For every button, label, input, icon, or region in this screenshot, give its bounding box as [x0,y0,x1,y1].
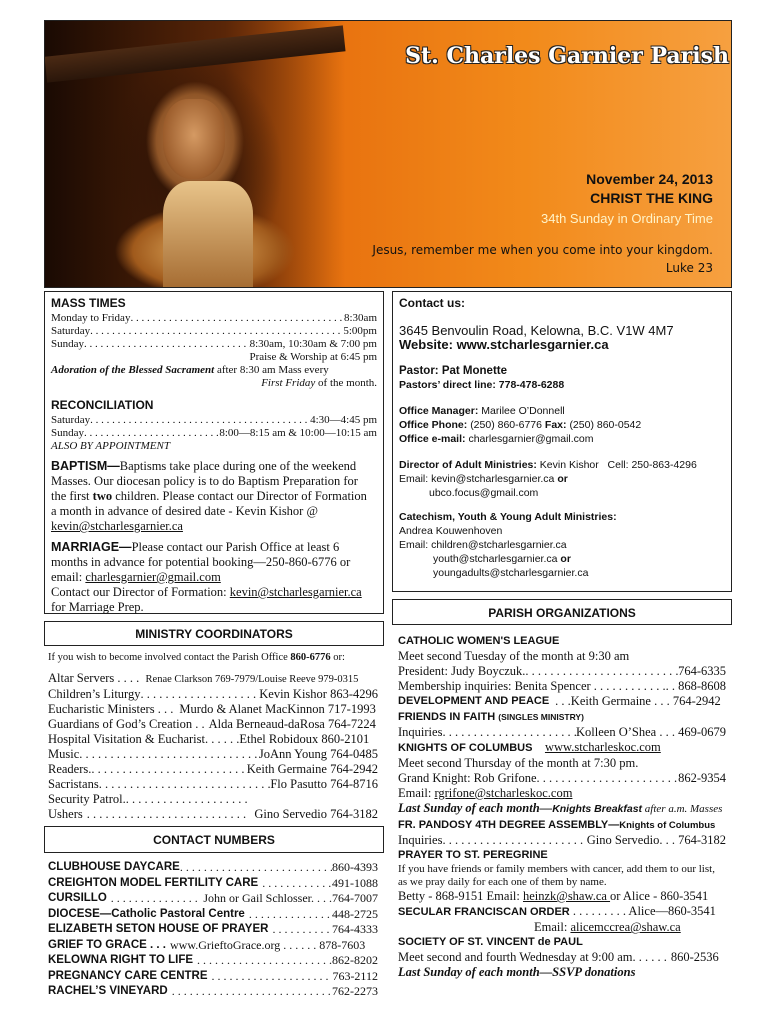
ff-row [398,725,726,740]
ministry-intro-text: or: [330,652,345,663]
marriage-heading: MARRIAGE— [51,540,132,554]
svdp-heading: SOCIETY OF ST. VINCENT de PAUL [398,936,583,948]
ministry-label: Music [48,747,80,761]
ministry-contact: Murdo & Alanet MacKinnon 717-1993 [179,702,376,716]
cross-beam [44,25,345,82]
marriage-email-link[interactable]: charlesgarnier@gmail.com [85,570,221,584]
recon-sunday-time: 8:00—8:15 am & 10:00—10:15 am [219,427,377,439]
koc-gk-row [398,771,726,786]
ministry-label: Children’s Liturgy [48,687,141,701]
baptism-text: a month in advance of desired date - Kevin Kishor @ [51,504,318,518]
koc-grand-knight-phone: 862-9354 [678,771,726,785]
contact-number-value: 862-8202 [332,953,378,967]
adoration-line [51,364,377,377]
ministry-contact: JoAnn Young 764-0485 [258,747,378,761]
contact-number-label: RACHEL’S VINEYARD [48,985,168,997]
cwl-membership: Membership inquiries: Benita Spencer . . . . . . . . . . . . [398,679,666,693]
fp-subheading: Knights of Columbus [619,820,716,831]
adoration-text: after 8:30 am Mass every [216,364,329,376]
mass-weekday-row [51,312,377,325]
contact-numbers-heading: CONTACT NUMBERS [44,826,384,853]
scripture-reference: Luke 23 [665,261,713,275]
first-friday-text: of the month. [318,377,377,389]
baptism-text: children. Please contact our Director of Formation [112,489,367,503]
ministry-intro-text: If you wish to become involved contact the Parish Office [48,652,291,663]
first-friday-line [51,377,377,390]
ministry-row [48,762,378,777]
contact-number-value: John or Gail Schlosser. . . .764-7007 [203,891,378,905]
ministry-row [48,702,378,717]
baptism-heading: BAPTISM— [51,459,120,473]
pastor-direct-line: Pastors’ direct line: 778-478-6288 [399,379,565,391]
cwl-membership-row [398,679,726,694]
ministry-row [48,687,378,702]
parish-organizations-heading: PARISH ORGANIZATIONS [392,599,732,625]
adult-email-line [399,472,725,486]
ministry-label: Readers. [48,762,92,776]
dp-row [398,694,726,709]
contact-number-value: 762-2273 [332,984,378,998]
koc-breakfast-label: Last Sunday of each month— [398,801,553,815]
mass-saturday-time: 5:00pm [343,325,377,337]
ministry-contact: Flo Pasutto 764-8716 [270,777,378,791]
office-email-label: Office e-mail: [399,433,466,445]
or-text: or [560,553,571,565]
praise-worship-time: Praise & Worship at 6:45 pm [249,351,377,363]
youth-email-line [399,552,725,566]
office-manager-name: Marilee O’Donnell [481,405,565,417]
dp-heading: DEVELOPMENT AND PEACE [398,695,550,707]
contact-number-label: CLUBHOUSE DAYCARE [48,861,180,873]
figure-face [163,99,225,179]
ministry-label: Guardians of God’s Creation . . [48,717,205,731]
catechism-name: Andrea Kouwenhoven [399,525,503,537]
contact-number-label: PREGNANCY CARE CENTRE [48,969,208,982]
ff-contact: Kolleen O’Shea . . . 469-0679 [576,725,726,739]
adult-email-alt[interactable]: ubco.focus@gmail.com [429,487,539,499]
koc-breakfast: Knights Breakfast [552,803,643,815]
parish-title: St. Charles Garnier Parish [405,43,729,69]
formation-email-link[interactable]: kevin@stcharlesgarnier.ca [229,585,362,599]
marriage-text: Please contact our Parish Office at least 6 [131,540,340,554]
contact-number-row [48,907,378,923]
marriage-text: email: [51,570,86,584]
ministry-label: Sacristans [48,777,99,791]
koc-heading-row [398,740,726,756]
mass-saturday-row [51,325,377,338]
contact-number-value: 763-2112 [332,968,378,983]
baptism-section [51,459,377,534]
koc-breakfast-note: after a.m. Masses [642,803,723,815]
contact-number-label: KELOWNA RIGHT TO LIFE [48,954,194,966]
adult-ministries-name: Kevin Kishor [539,459,599,471]
dp-contact: . . .Keith Germaine . . . 764-2942 [555,694,721,708]
ff-heading: FRIENDS IN FAITH [398,711,496,723]
feast-title: CHRIST THE KING [590,190,713,206]
baptism-text: Baptisms take place during one of the weekend [119,459,357,473]
peregrine-email-link[interactable]: heinzk@shaw.ca [522,889,611,903]
mass-sunday-row [51,338,377,351]
cwl-president: President: Judy Boyczuk. [398,664,526,678]
cwl-president-row [398,664,726,679]
ministry-contact: Ethel Robidoux 860-2101 [239,732,370,746]
fp-contact: Gino Servedio. . . 764-3182 [586,833,726,847]
youth-email[interactable]: youth@stcharlesgarnier.ca [433,553,558,565]
contact-numbers-list [48,860,378,1000]
website-label: Website: [399,337,453,352]
marriage-section [51,540,377,615]
office-phone-label: Office Phone: [399,419,468,431]
recon-sunday-label: Sunday [51,427,84,439]
figure-robe [163,181,253,288]
marriage-text: months in advance for potential booking—250-860-6776 or [51,555,351,569]
peregrine-contacts [398,889,726,904]
or-text: or [557,473,568,485]
contact-number-row [48,969,378,985]
young-adults-email[interactable]: youngadults@stcharlesgarnier.ca [433,567,589,579]
contact-number-row [48,922,378,938]
peregrine-alice: or Alice - 860-3541 [610,889,709,903]
altar-servers-label: Altar Servers . . . . [48,671,140,685]
mass-saturday-label: Saturday [51,325,91,337]
ff-label: Inquiries [398,725,443,739]
adult-ministries-label: Director of Adult Ministries: [399,459,537,471]
contact-number-row [48,984,378,1000]
sfo-row [398,904,726,920]
catechism-email[interactable]: Email: children@stcharlesgarnier.ca [399,539,567,551]
svdp-meeting: Meet second and fourth Wednesday at 9:00 am. . . . . . [398,950,667,964]
ministry-label: Hospital Visitation & Eucharist. . . . . . [48,732,240,746]
office-manager-label: Office Manager: [399,405,479,417]
svdp-donations: Last Sunday of each month—SSVP donations [398,965,636,979]
sfo-email-label: Email: [534,920,571,934]
peregrine-heading: PRAYER TO ST. PEREGRINE [398,849,548,861]
contact-number-value[interactable]: www.GrieftoGrace.org . . . . . . 878-7603 [170,937,366,952]
ministry-label: Eucharistic Ministers . . . [48,702,174,716]
office-manager-line [399,404,725,418]
ministry-contact: Keith Germaine 764-2942 [246,762,378,776]
ministry-contact: Alda Berneaud-daRosa 764-7224 [208,717,376,731]
reconciliation-schedule [51,414,377,453]
first-friday-label: First Friday [261,377,316,389]
contact-number-label: CREIGHTON MODEL FERTILITY CARE [48,876,259,889]
fp-heading: FR. PANDOSY 4TH DEGREE ASSEMBLY— [398,819,620,831]
adult-ministries-cell: Cell: 250-863-4296 [607,459,697,471]
peregrine-text: as we pray daily for each one of them by name. [398,876,607,888]
fp-heading-row [398,817,726,833]
pastor-label: Pastor: [399,365,439,377]
ministry-row [48,792,248,807]
bulletin-header [44,20,732,288]
ministry-row [48,807,378,822]
scripture-quote: Jesus, remember me when you come into your kingdom. [372,243,713,257]
sfo-email-row [398,920,726,935]
contact-number-row [48,876,378,892]
contact-number-value: 860-4393 [332,860,378,874]
contact-number-value: 491-1088 [332,875,378,890]
ministry-row [48,732,378,747]
sfo-email-link[interactable]: alicemccrea@shaw.ca [570,920,681,934]
contact-number-row [48,860,378,876]
contact-number-value: 448-2725 [332,906,378,921]
fp-row [398,833,726,848]
contact-number-label: DIOCESE—Catholic Pastoral Centre [48,907,245,920]
baptism-text: the first [51,489,93,503]
adult-ministries-line [399,458,725,472]
koc-email-link[interactable]: rgrifone@stcharleskoc.com [434,786,573,800]
koc-grand-knight: Grand Knight: Rob Grifone [398,771,537,785]
fax-label: Fax: [544,419,567,431]
ministry-coordinators-list [48,651,378,822]
altar-servers-contact: Renae Clarkson 769-7979/Louise Reeve 979-0315 [145,674,359,685]
cwl-meeting: Meet second Tuesday of the month at 9:30 am [398,649,630,663]
recon-saturday-row [51,414,377,427]
mass-sunday-label: Sunday [51,338,84,350]
ministry-row [48,747,378,762]
liturgical-sunday: 34th Sunday in Ordinary Time [541,211,713,226]
adoration-label: Adoration of the Blessed Sacrament [51,364,215,376]
ministry-row [48,717,378,732]
contact-number-value: 764-4333 [332,922,378,936]
mass-schedule [51,312,377,390]
mass-weekday-time: 8:30am [344,312,377,324]
koc-email-row [398,786,726,801]
fax-number: (250) 860-0542 [569,419,642,431]
contact-box [392,291,732,592]
mass-weekday-label: Monday to Friday [51,312,131,324]
parish-address: 3645 Benvoulin Road, Kelowna, B.C. V1W 4M7 [399,323,674,338]
ministry-contact: Gino Servedio 764-3182 [254,807,378,821]
sfo-contact: . . . . . . . . . Alice—860-3541 [572,904,716,918]
contact-heading: Contact us: [399,296,465,310]
contact-number-label: CURSILLO [48,892,107,904]
fp-label: Inquiries [398,833,443,847]
appointment-note: ALSO BY APPOINTMENT [51,440,170,452]
mass-times-heading: MASS TIMES [51,296,126,310]
mass-times-box [44,291,384,614]
baptism-email-link[interactable]: kevin@stcharlesgarnier.ca [51,519,183,533]
ministry-contact: Kevin Kishor 863-4296 [259,687,378,701]
bulletin-date: November 24, 2013 [586,171,713,187]
parish-organizations-list [398,634,726,980]
ministry-coordinators-heading: MINISTRY COORDINATORS [44,621,384,646]
ff-subheading: (SINGLES MINISTRY) [498,712,584,722]
baptism-text: Masses. Our diocesan policy is to do Baptism Preparation for [51,474,358,488]
recon-sunday-row [51,427,377,440]
ministry-intro-phone: 860-6776 [290,652,331,663]
koc-meeting: Meet second Thursday of the month at 7:30 pm. [398,756,639,770]
peregrine-betty: Betty - 868-9151 Email: [398,889,523,903]
cwl-president-phone: 764-6335 [678,664,726,678]
catechism-label: Catechism, Youth & Young Adult Ministries: [399,511,617,523]
mass-sunday-time: 8:30am, 10:30am & 7:00 pm [249,338,377,350]
pastor-line [399,364,725,378]
koc-heading: KNIGHTS OF COLUMBUS [398,742,533,754]
cwl-heading: CATHOLIC WOMEN'S LEAGUE [398,635,560,647]
reconciliation-heading: RECONCILIATION [51,398,154,412]
ministry-row [48,777,378,792]
koc-website-link[interactable]: www.stcharleskoc.com [544,740,661,754]
contact-number-row [48,891,378,907]
office-email-line [399,432,725,446]
contact-number-row [48,953,378,969]
koc-email-label: Email: [398,786,435,800]
koc-breakfast-row [398,801,726,817]
svdp-phone: 860-2536 [670,950,719,964]
altar-servers-row [48,671,378,687]
ministry-intro [48,651,378,665]
peregrine-text: If you have friends or family members with cancer, add them to our list, [398,863,715,875]
ministry-rows [48,671,378,822]
contact-number-row [48,938,378,954]
adult-email[interactable]: Email: kevin@stcharlesgarnier.ca [399,473,555,485]
ministry-label: Ushers [48,807,83,821]
marriage-text: Contact our Director of Formation: [51,585,230,599]
office-phone: (250) 860-6776 [470,419,542,431]
website-link[interactable]: www.stcharlesgarnier.ca [456,337,609,352]
baptism-two: two [92,489,113,503]
contact-number-label: GRIEF TO GRACE . . . [48,938,166,951]
contact-number-label: ELIZABETH SETON HOUSE OF PRAYER [48,923,269,935]
svdp-meeting-row [398,950,726,965]
marriage-text: for Marriage Prep. [51,600,144,614]
office-email[interactable]: charlesgarnier@gmail.com [468,433,594,445]
ff-heading-row [398,709,726,725]
ministry-label: Security Patrol. [48,792,126,806]
office-phone-line [399,418,725,432]
website-line [399,338,725,352]
pastor-name: Pat Monette [441,365,507,377]
christ-the-king-image [45,21,345,288]
recon-saturday-label: Saturday [51,414,91,426]
recon-saturday-time: 4:30—4:45 pm [310,414,377,426]
sfo-heading: SECULAR FRANCISCAN ORDER [398,906,570,918]
cwl-membership-phone: 868-8608 [678,679,726,693]
